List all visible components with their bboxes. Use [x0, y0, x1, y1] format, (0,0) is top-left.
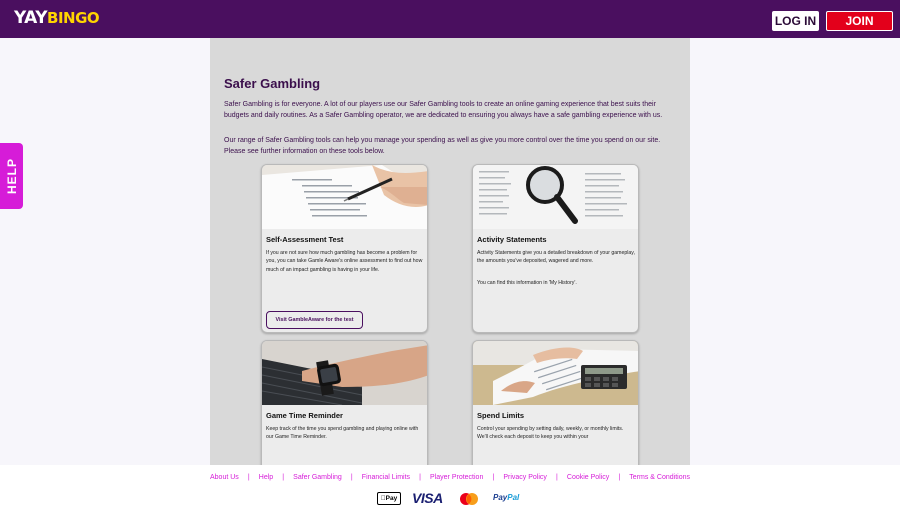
footer-link-privacy-policy[interactable]: Privacy Policy [503, 474, 547, 481]
visit-gambleaware-button[interactable]: Visit GambleAware for the test [266, 311, 363, 329]
footer-separator: | [419, 474, 421, 481]
footer [0, 465, 900, 506]
card-spend-limits [472, 340, 639, 465]
footer-separator: | [350, 474, 353, 481]
footer-links [210, 474, 690, 481]
card-description: Control your spending by setting daily, weekly, or monthly limits. We'll check each deposit to keep you within your [477, 426, 624, 441]
footer-link-about-us[interactable]: About Us [210, 474, 239, 481]
tools-paragraph: Our range of Safer Gambling tools can help you manage your spending as well as give you more control over the time you spend on our site. Please see further information on these tools below. [224, 137, 661, 155]
card-description: Activity Statements give you a detailed breakdown of your gameplay, the amounts you've deposited, wagered and more. [477, 250, 635, 265]
receipt-calculator-image [473, 341, 639, 405]
top-navigation-bar [0, 0, 900, 38]
card-description: Keep track of the time you spend gambling and playing online with our Game Time Reminder. [266, 426, 419, 441]
logo-bingo-text: BINGO [47, 9, 100, 27]
visa-icon: VISA [412, 490, 443, 506]
magnifying-glass-image [473, 165, 639, 229]
card-description-extra: You can find this information in 'My History'. [477, 280, 577, 286]
help-tab-label: HELP [4, 157, 19, 195]
safer-gambling-content [210, 38, 690, 465]
footer-link-safer-gambling[interactable]: Safer Gambling [293, 474, 342, 481]
apple-pay-icon: Pay [377, 492, 401, 505]
card-description: If you are not sure how much gambling has become a problem for you, you can take Gamle Aware's online assessment to find out how much of an impact gambling is having in your life. [266, 250, 423, 273]
footer-link-financial-limits[interactable]: Financial Limits [361, 474, 411, 481]
yaybingo-logo[interactable] [14, 8, 99, 28]
hand-writing-image [262, 165, 428, 229]
join-button[interactable]: JOIN [826, 11, 893, 31]
card-title: Self-Assessment Test [266, 235, 344, 244]
footer-link-terms-conditions[interactable]: Terms & Conditions [629, 474, 690, 481]
login-button[interactable]: LOG IN [772, 11, 819, 31]
footer-separator: | [282, 474, 285, 481]
card-activity-statements [472, 164, 639, 333]
footer-separator: | [492, 474, 495, 481]
card-self-assessment [261, 164, 428, 333]
smartwatch-image [262, 341, 428, 405]
paypal-icon [493, 493, 519, 502]
card-title: Activity Statements [477, 235, 547, 244]
logo-yay-text: YAY [14, 8, 48, 28]
intro-paragraph: Safer Gambling is for everyone. A lot of our players use our Safer Gambling tools to create an online gaming experience that best suits their budgets and daily routines. As a Safer Gambling operator, we are dedicated to ensuring you always have a safe gambling experience with us. [224, 101, 663, 119]
footer-separator: | [618, 474, 621, 481]
footer-link-help[interactable]: Help [258, 474, 274, 481]
footer-separator: | [247, 474, 250, 481]
payment-methods [376, 491, 526, 505]
help-tab[interactable] [0, 143, 23, 209]
mastercard-icon [459, 493, 479, 505]
footer-separator: | [555, 474, 558, 481]
footer-link-player-protection[interactable]: Player Protection [430, 474, 484, 481]
card-title: Game Time Reminder [266, 411, 343, 420]
card-title: Spend Limits [477, 411, 525, 420]
page-title: Safer Gambling [224, 76, 321, 91]
paypal-pal-text: Pal [507, 493, 520, 502]
footer-link-cookie-policy[interactable]: Cookie Policy [566, 474, 610, 481]
paypal-pay-text: Pay [493, 493, 508, 502]
card-game-time-reminder [261, 340, 428, 465]
